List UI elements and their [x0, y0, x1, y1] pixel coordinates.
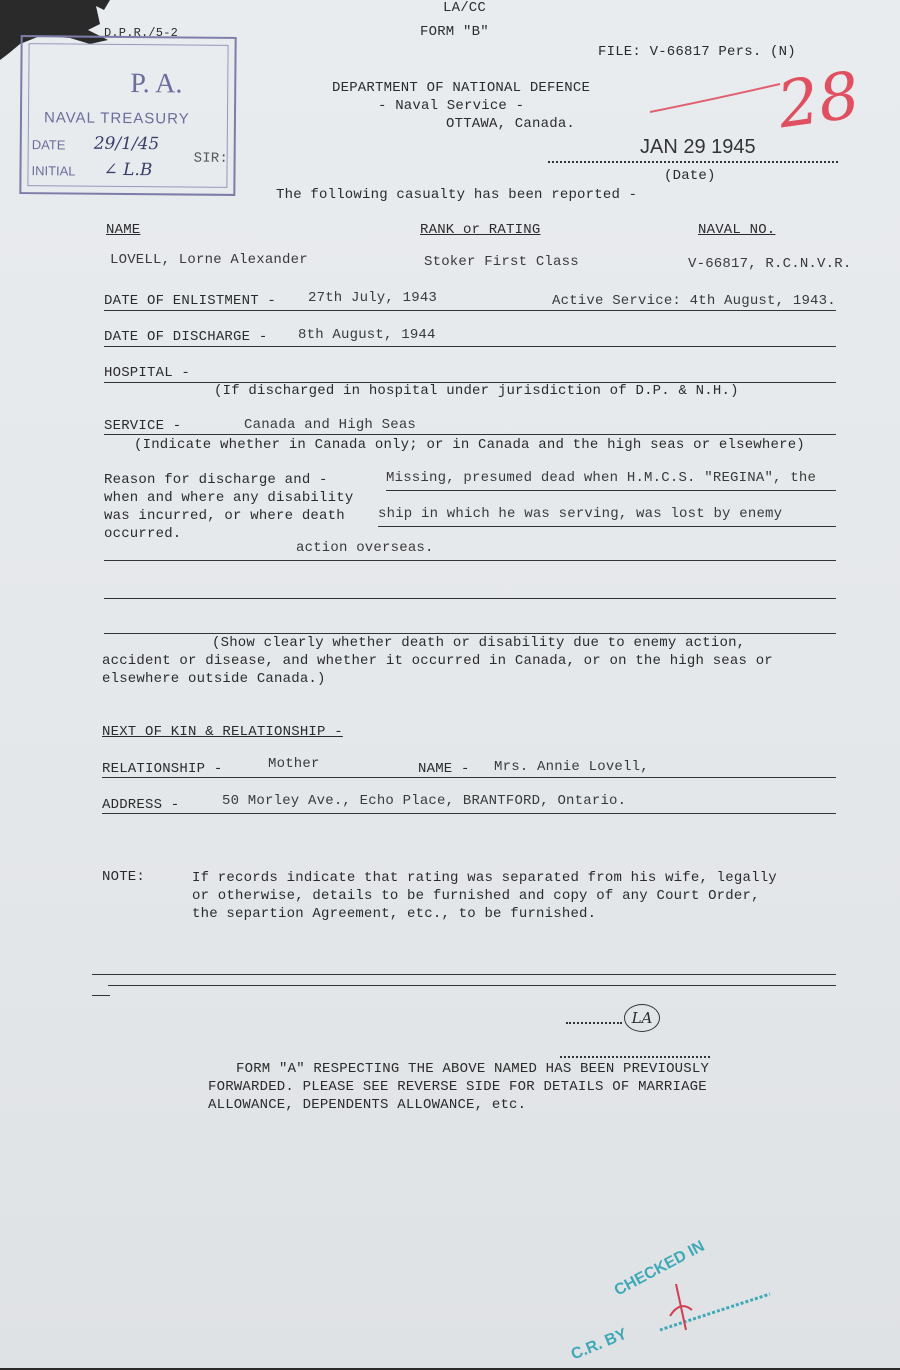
note-line-2: or otherwise, details to be furnished and copy of any Court Order,	[192, 888, 760, 904]
service-line: - Naval Service -	[378, 98, 525, 114]
service-note: (Indicate whether in Canada only; or in Canada and the high seas or elsewhere)	[134, 437, 805, 453]
stamp-pa: P. A.	[130, 68, 183, 100]
kin-rule-2	[102, 813, 836, 814]
naval-treasury-stamp	[19, 35, 236, 196]
date-stamp: JAN 29 1945	[640, 136, 756, 158]
reason-rule-1	[386, 490, 836, 491]
city-line: OTTAWA, Canada.	[446, 116, 576, 132]
cr-by-text: C.R. BY	[568, 1325, 630, 1364]
stamp-date-value: 29/1/45	[93, 133, 160, 155]
reason-rule-5	[104, 633, 836, 634]
reason-label-3: was incurred, or where death	[104, 508, 345, 524]
name-header: NAME	[106, 222, 141, 238]
rank-header: RANK or RATING	[420, 222, 541, 238]
kin-name-value: Mrs. Annie Lovell,	[494, 759, 649, 775]
reason-line-1: Missing, presumed dead when H.M.C.S. "REGINA", the	[386, 470, 817, 486]
stamp-scribble	[630, 1270, 780, 1350]
checked-in-text: CHECKED IN	[611, 1237, 708, 1300]
initials-dots	[566, 1022, 622, 1024]
reason-note-2: accident or disease, and whether it occurred in Canada, or on the high seas or	[102, 653, 773, 669]
reason-label-1: Reason for discharge and -	[104, 472, 328, 488]
intro-text: The following casualty has been reported -	[276, 187, 638, 203]
enlistment-label: DATE OF ENLISTMENT -	[104, 293, 277, 309]
reason-rule-4	[104, 598, 836, 599]
footer-line-2: FORWARDED. PLEASE SEE REVERSE SIDE FOR DETAILS OF MARRIAGE	[208, 1079, 707, 1095]
reason-label-4: occurred.	[104, 526, 182, 542]
stamp-initial-value: ∠ L.B	[103, 159, 153, 181]
reason-line-2: ship in which he was serving, was lost by enemy	[378, 506, 783, 522]
address-value: 50 Morley Ave., Echo Place, BRANTFORD, Ontario.	[222, 793, 627, 809]
file-number: FILE: V-66817 Pers. (N)	[598, 44, 796, 60]
naval-no-header: NAVAL NO.	[698, 222, 776, 238]
form-label: FORM "B"	[420, 24, 489, 40]
reason-note-1: (Show clearly whether death or disability due to enemy action,	[212, 635, 746, 651]
department-line: DEPARTMENT OF NATIONAL DEFENCE	[332, 80, 591, 96]
initials-mark: LA	[624, 1004, 660, 1032]
stamp-sir: SIR:	[193, 150, 229, 167]
service-label: SERVICE -	[104, 418, 182, 434]
handwritten-number: 28	[773, 58, 865, 144]
stamp-initial-label: INITIAL	[31, 163, 76, 179]
top-reference: LA/CC	[443, 0, 487, 16]
enlistment-value: 27th July, 1943	[308, 290, 438, 306]
person-naval-no: V-66817, R.C.N.V.R.	[688, 256, 852, 272]
note-label: NOTE:	[102, 869, 146, 885]
note-line-3: the separtion Agreement, etc., to be furnished.	[192, 906, 597, 922]
reason-label-2: when and where any disability	[104, 490, 354, 506]
discharge-label: DATE OF DISCHARGE -	[104, 329, 268, 345]
kin-rule-1	[102, 777, 836, 778]
reason-rule-3	[104, 560, 836, 561]
reason-rule-2	[378, 526, 836, 527]
stamp-treasury: NAVAL TREASURY	[43, 109, 190, 128]
separator-rule-1	[92, 974, 836, 975]
active-service: Active Service: 4th August, 1943.	[552, 293, 836, 309]
note-line-1: If records indicate that rating was separated from his wife, legally	[192, 870, 777, 886]
kin-name-label: NAME -	[418, 761, 470, 777]
person-rank: Stoker First Class	[424, 254, 579, 270]
service-rule	[104, 434, 836, 435]
enlistment-rule	[104, 310, 836, 311]
kin-heading: NEXT OF KIN & RELATIONSHIP -	[102, 724, 343, 740]
footer-line-1: FORM "A" RESPECTING THE ABOVE NAMED HAS BEEN PREVIOUSLY	[236, 1061, 710, 1077]
separator-rule-3	[92, 995, 110, 996]
hospital-note: (If discharged in hospital under jurisdiction of D.P. & N.H.)	[214, 383, 739, 399]
relationship-label: RELATIONSHIP -	[102, 761, 223, 777]
service-value: Canada and High Seas	[244, 417, 417, 433]
discharge-value: 8th August, 1944	[298, 327, 436, 343]
footer-line-3: ALLOWANCE, DEPENDENTS ALLOWANCE, etc.	[208, 1097, 527, 1113]
reason-line-3: action overseas.	[296, 540, 434, 556]
address-label: ADDRESS -	[102, 797, 180, 813]
person-name: LOVELL, Lorne Alexander	[110, 252, 308, 268]
date-caption: (Date)	[664, 168, 716, 184]
footer-dots	[560, 1056, 710, 1058]
relationship-value: Mother	[268, 756, 320, 772]
discharge-rule	[104, 346, 836, 347]
date-dotted-line	[548, 161, 838, 163]
checked-in-stamp	[560, 1230, 780, 1370]
reason-note-3: elsewhere outside Canada.)	[102, 671, 326, 687]
hospital-label: HOSPITAL -	[104, 365, 191, 381]
separator-rule-2	[108, 985, 836, 986]
stamp-date-label: DATE	[31, 137, 66, 153]
dpr-reference: D.P.R./5-2	[104, 26, 179, 40]
